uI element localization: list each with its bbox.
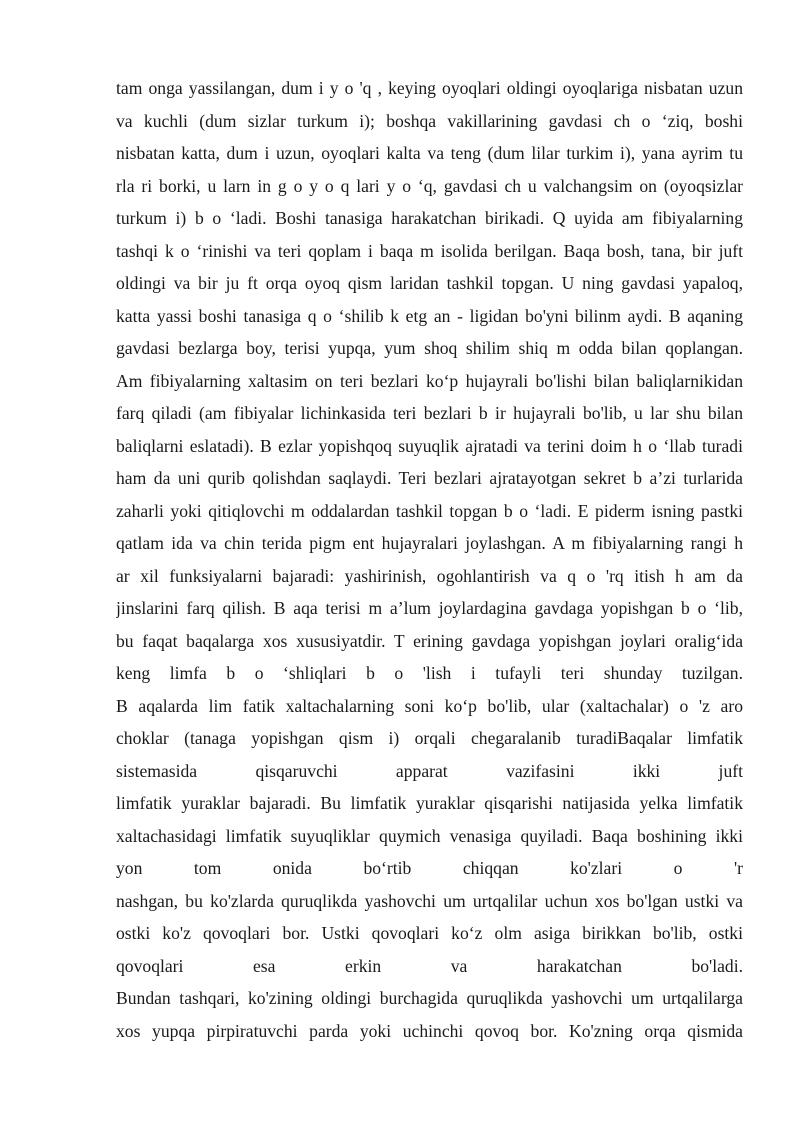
text-line: jinslarini farq qilish. B aqa terisi m a’lum joylardagina gavdaga yopishgan b o ‘lib,: [116, 598, 743, 618]
text-line: xos yupqa pirpiratuvchi parda yoki uchinchi qovoq bor. Ko'zning orqa qismida: [116, 1020, 743, 1041]
text-line: keng limfa b o ‘shliqlari b o 'lish i tufayli teri shunday tuzilgan.: [116, 663, 743, 683]
text-line: rla ri borki, u larn in g o y o q lari y o ‘q, gavdasi ch u valchangsim on (oyoqsizlar: [116, 175, 743, 196]
text-line: tam onga yassilangan, dum i y o 'q , keying oyoqlari oldingi oyoqlariga nisbatan uzun: [116, 78, 743, 98]
text-line: ham da uni qurib qolishdan saqlaydi. Teri bezlari ajratayotgan sekret b a’zi turlarida: [116, 468, 743, 488]
body-text: [116, 72, 743, 1047]
text-line: qovoqlari esa erkin va harakatchan bo'ladi.: [116, 955, 743, 976]
text-line: zaharli yoki qitiqlovchi m oddalardan tashkil topgan b o ‘ladi. E piderm isning pastki: [116, 500, 743, 521]
text-line: B aqalarda lim fatik xaltachalarning soni ko‘p bo'lib, ular (xaltachalar) o 'z aro: [116, 695, 743, 716]
text-line: va kuchli (dum sizlar turkum i); boshqa vakillarining gavdasi ch o ‘ziq, boshi: [116, 110, 743, 131]
text-line: turkum i) b o ‘ladi. Boshi tanasiga harakatchan birikadi. Q uyida am fibiyalarning: [116, 208, 743, 228]
text-line: ostki ko'z qovoqlari bor. Ustki qovoqlari ko‘z olm asiga birikkan bo'lib, ostki: [116, 923, 743, 943]
text-line: choklar (tanaga yopishgan qism i) orqali chegaralanib turadiBaqalar limfatik: [116, 728, 743, 748]
text-line: limfatik yuraklar bajaradi. Bu limfatik yuraklar qisqarishi natijasida yelka limfatik: [116, 793, 743, 813]
text-line: oldingi va bir ju ft orqa oyoq qism laridan tashkil topgan. U ning gavdasi yapaloq,: [116, 273, 743, 293]
text-line: gavdasi bezlarga boy, terisi yupqa, yum shoq shilim shiq m odda bilan qoplangan.: [116, 338, 743, 358]
text-line: yon tom onida bo‘rtib chiqqan ko'zlari o 'r: [116, 858, 743, 878]
text-line: Am fibiyalarning xaltasim on teri bezlari ko‘p hujayrali bo'lishi bilan baliqlarnikidan: [116, 370, 743, 391]
text-line: xaltachasidagi limfatik suyuqliklar quymich venasiga quyiladi. Baqa boshining ikki: [116, 825, 743, 846]
text-line: baliqlarni eslatadi). B ezlar yopishqoq suyuqlik ajratadi va terini doim h o ‘llab turadi: [116, 435, 743, 456]
text-line: nashgan, bu ko'zlarda quruqlikda yashovchi um urtqalilar uchun xos bo'lgan ustki va: [116, 890, 743, 911]
text-line: katta yassi boshi tanasiga q o ‘shilib k etg an - ligidan bo'yni bilinm aydi. B aqaning: [116, 305, 743, 326]
text-line: tashqi k o ‘rinishi va teri qoplam i baqa m isolida berilgan. Baqa bosh, tana, bir juft: [116, 240, 743, 261]
text-line: bu faqat baqalarga xos xususiyatdir. T erining gavdaga yopishgan joylari oralig‘ida: [116, 630, 743, 651]
text-line: qatlam ida va chin terida pigm ent hujayralari joylashgan. A m fibiyalarning rangi h: [116, 533, 743, 553]
document-page: [116, 72, 743, 1047]
text-line: ar xil funksiyalarni bajaradi: yashirinish, ogohlantirish va q o 'rq itish h am da: [116, 565, 743, 586]
text-line: sistemasida qisqaruvchi apparat vazifasini ikki juft: [116, 760, 743, 781]
text-line: nisbatan katta, dum i uzun, oyoqlari kalta va teng (dum lilar turkim i), yana ayrim tu: [116, 143, 743, 163]
text-line: farq qiladi (am fibiyalar lichinkasida teri bezlari b ir hujayrali bo'lib, u lar shu bilan: [116, 403, 743, 423]
text-line: Bundan tashqari, ko'zining oldingi burchagida quruqlikda yashovchi um urtqalilarga: [116, 988, 743, 1008]
